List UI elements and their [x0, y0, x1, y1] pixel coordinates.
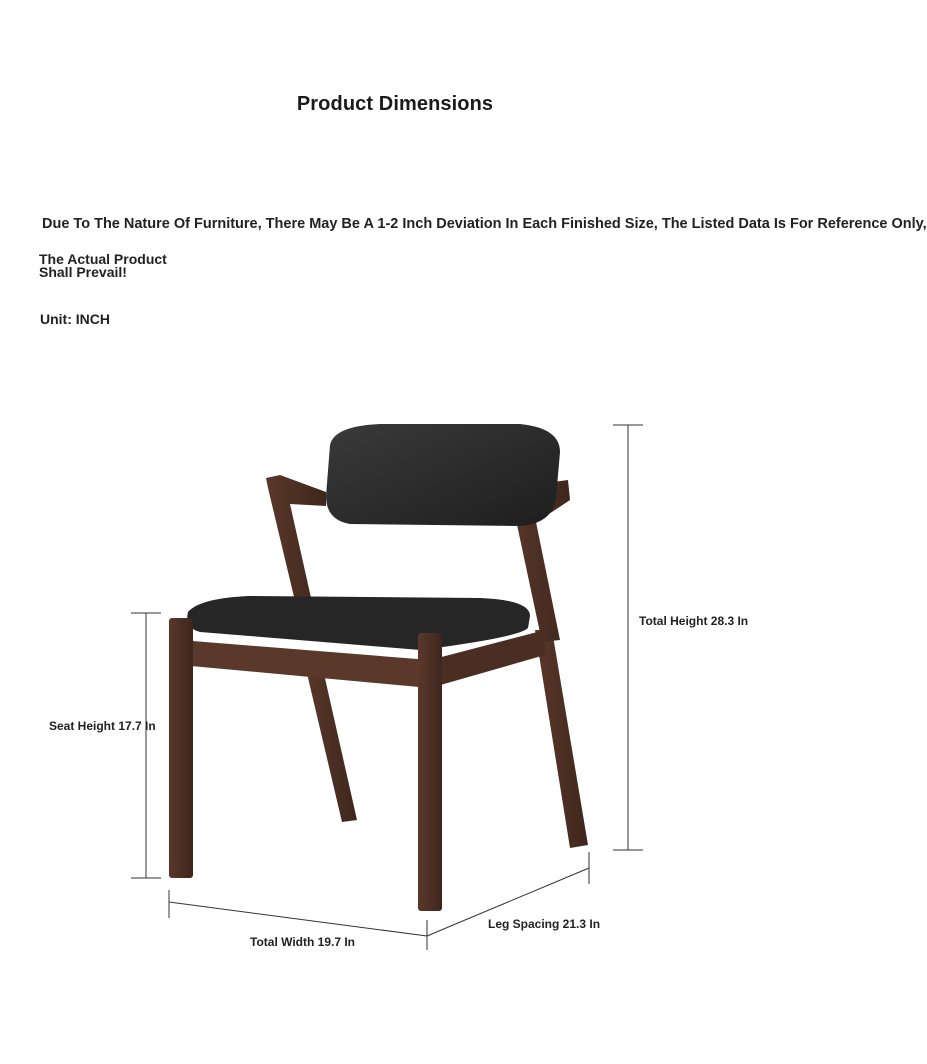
backrest-cushion: [326, 424, 560, 526]
disclaimer-line-b: Shall Prevail!: [39, 264, 127, 280]
seat-height-label: Seat Height 17.7 In: [49, 719, 156, 733]
seat-cushion: [187, 596, 530, 650]
disclaimer-line-a: The Actual Product: [39, 251, 167, 267]
total-width-line: [169, 902, 427, 936]
total-width-label: Total Width 19.7 In: [250, 935, 356, 949]
back-right-leg: [535, 630, 588, 848]
page-title: Product Dimensions: [296, 93, 494, 115]
front-right-leg: [418, 633, 442, 911]
leg-spacing-label: Leg Spacing 21.3 In: [488, 917, 601, 931]
total-height-label: Total Height 28.3 In: [639, 614, 749, 628]
back-left-leg: [305, 665, 357, 822]
unit-label: Unit: INCH: [40, 311, 110, 327]
front-left-leg: [169, 618, 193, 878]
disclaimer-text: Due To The Nature Of Furniture, There May Be A 1-2 Inch Deviation In Each Finished Size, The Listed Data Is For Reference Only,: [42, 216, 927, 232]
